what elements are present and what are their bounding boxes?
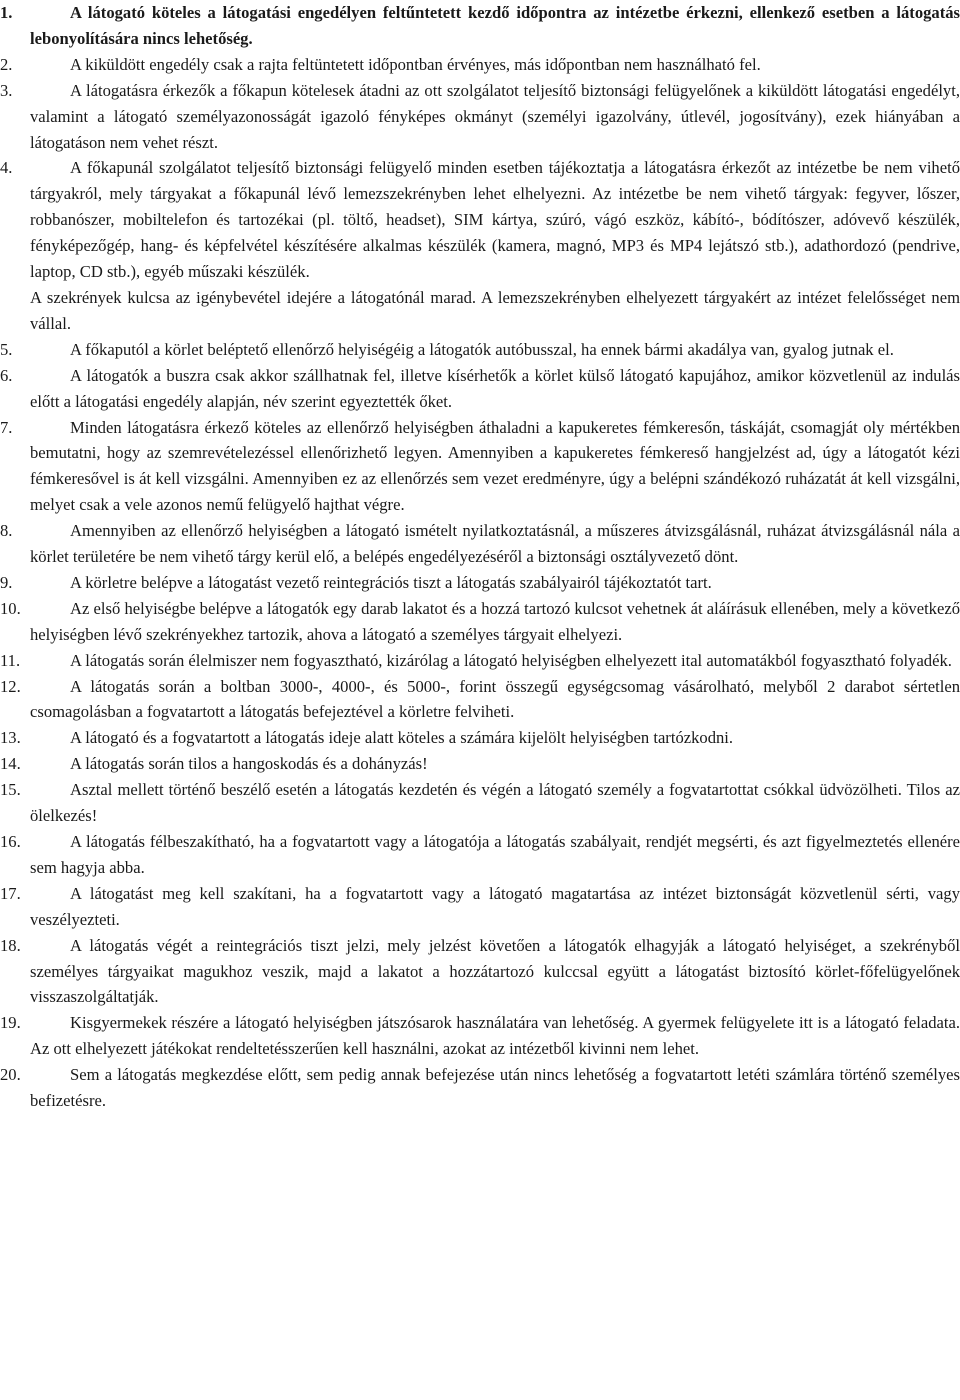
rule-item [0, 415, 960, 519]
rule-number: 17. [0, 883, 21, 903]
rule-item [0, 725, 960, 751]
rule-item [0, 52, 960, 78]
rule-text: A látogatásra érkezők a főkapun kötelesek átadni az ott szolgálatot teljesítő biztonsági felügyelőnek a kiküldött látogatási engedélyt, valamint a látogató személyazonosságát igazoló fényképes okmányt (személyi igazolvány, útlevél, jogosítvány), ezek hiányában a látogatáson nem vehet részt. [30, 80, 960, 152]
rule-number: 14. [0, 754, 21, 774]
rule-text: Sem a látogatás megkezdése előtt, sem pedig annak befejezése után nincs lehetőség a fogvatartott letéti számlára történő személyes befizetésre. [30, 1065, 960, 1111]
rule-number: 18. [0, 935, 21, 955]
rule-number: 4. [0, 158, 13, 178]
rule-text: A látogatás során tilos a hangoskodás és a dohányzás! [70, 754, 428, 774]
rule-item [0, 337, 960, 363]
rule-item [0, 78, 960, 156]
rule-text: Asztal mellett történő beszélő esetén a látogatás kezdetén és végén a látogató személy a fogvatartottat csókkal üdvözölheti. Tilos az ölelkezés! [30, 780, 960, 826]
rule-item [0, 363, 960, 415]
rule-item [0, 570, 960, 596]
rule-item [0, 881, 960, 933]
rule-text: Kisgyermekek részére a látogató helyiségben játszósarok használatára van lehetőség. A gyermek felügyelete itt is a látogató feladata. Az ott elhelyezett játékokat rendeltetésszerűen kell használni, azokat az intézetből kivinni nem lehet. [30, 1013, 960, 1059]
rule-text: A látogatás végét a reintegrációs tiszt jelzi, mely jelzést követően a látogatók elhagyják a látogató helyiséget, a szekrényből személyes tárgyaikat magukhoz veszik, majd a lakatot a hozzátartozó kulccsal együtt a látogatást biztosító körlet-főfelügyelőnek visszaszolgáltatják. [30, 935, 960, 1007]
rule-item [0, 596, 960, 648]
rule-text: A látogatás félbeszakítható, ha a fogvatartott vagy a látogatója a látogatás szabályait, rendjét megsérti, és azt figyelmeztetés ellenére sem hagyja abba. [30, 832, 960, 877]
rule-number: 9. [0, 572, 13, 592]
rule-item [0, 518, 960, 570]
rule-number: 15. [0, 780, 21, 800]
rule-number: 16. [0, 832, 21, 851]
rule-number: 13. [0, 728, 21, 748]
rule-text: A látogatók a buszra csak akkor szállhatnak fel, illetve kísérhetők a körlet külső látogató kapujához, amikor közvetlenül az indulás előtt a látogatási engedély alapján, név szerint egyeztették őket. [30, 365, 960, 411]
rule-text: Amennyiben az ellenőrző helyiségben a látogató ismételt nyilatkoztatásnál, a műszeres átvizsgálásnál, ruházat átvizsgálásnál nála a körlet területére be nem vihető tárgy kerül elő, a belépés engedélyezéséről a biztonsági osztályvezető dönt. [30, 521, 960, 567]
rule-number: 1. [0, 3, 13, 22]
rule-item [0, 155, 960, 285]
rule-number: 3. [0, 80, 13, 100]
rule-number: 6. [0, 365, 13, 385]
rule-number: 2. [0, 54, 13, 74]
rule-item [0, 674, 960, 726]
rule-item [0, 1010, 960, 1062]
rule-number: 8. [0, 521, 13, 541]
rule-text: A látogatás során élelmiszer nem fogyasztható, kizárólag a látogató helyiségben elhelyezett ital automatákból fogyasztható folyadék. [70, 650, 952, 670]
rule-text: A körletre belépve a látogatást vezető reintegrációs tiszt a látogatás szabályairól tájékoztatót tart. [70, 572, 712, 592]
rule-item [0, 829, 960, 881]
rule-text: Minden látogatásra érkező köteles az ellenőrző helyiségben áthaladni a kapukeretes fémkeresőn, táskáját, csomagját oly mértékben bemutatni, hogy az szemrevételezéssel ellenőrizhető legyen. Amennyiben a kapukeretes fémkereső hangjelzést ad, úgy a látogatót kézi fémkeresővel is át kell vizsgálni. Amennyiben ez az ellenőrzés sem vezet eredményre, úgy a belépni szándékozó ruházatát át kell vizsgálni, melyet csak a vele azonos nemű felügyelő hajthat végre. [30, 417, 960, 515]
rule-item [0, 0, 960, 52]
rule-item [0, 1062, 960, 1114]
rule-text: A látogatást meg kell szakítani, ha a fogvatartott vagy a látogató magatartása az intézet biztonságát közvetlenül sérti, vagy veszélyezteti. [30, 883, 960, 929]
rule-text: A látogató és a fogvatartott a látogatás ideje alatt köteles a számára kijelölt helyiségben tartózkodni. [70, 728, 734, 748]
rule-item [0, 933, 960, 1011]
rule-number: 10. [0, 598, 21, 618]
rule-item [0, 648, 960, 674]
rule-text: A főkaputól a körlet beléptető ellenőrző helyiségéig a látogatók autóbusszal, ha ennek bármi akadálya van, gyalog jutnak el. [70, 339, 894, 359]
rule-number: 5. [0, 339, 13, 359]
rule-number: 11. [0, 650, 21, 670]
rule-item [0, 777, 960, 829]
rule-text: A látogatás során a boltban 3000-, 4000-, és 5000-, forint összegű egységcsomag vásárolható, melyből 2 darabot sértetlen csomagolásban a fogvatartott a látogatás befejeztével a körletre felviheti. [30, 676, 960, 722]
rule-text: A látogató köteles a látogatási engedélyen feltűntetett kezdő időpontra az intézetbe érkezni, ellenkező esetben a látogatás lebonyolítására nincs lehetőség. [30, 3, 960, 48]
rule-item-continuation: A szekrények kulcsa az igénybevétel idejére a látogatónál marad. A lemezszekrényben elhelyezett tárgyakért az intézet felelősséget nem vállal. [30, 287, 960, 333]
rule-number: 19. [0, 1013, 21, 1033]
rule-number: 20. [0, 1065, 21, 1085]
rule-number: 12. [0, 676, 21, 696]
rule-text: A főkapunál szolgálatot teljesítő biztonsági felügyelő minden esetben tájékoztatja a látogatásra érkezőt az intézetbe be nem vihető tárgyakról, mely tárgyakat a főkapunál lévő lemezszekrényben lehet elhelyezni. Az intézetbe be nem vihető tárgyak: fegyver, lőszer, robbanószer, mobiltelefon és tartozékai (pl. töltő, headset), SIM kártya, szúró, vágó eszköz, kábító-, bódítószer, adóvevő készülék, fényképezőgép, hang- és képfelvétel készítésére alkalmas készülék (kamera, magnó, MP3 és MP4 lejátszó stb.), adathordozó (pendrive, laptop, CD stb.), egyéb műszaki készülék. [30, 158, 960, 282]
rule-text: Az első helyiségbe belépve a látogatók egy darab lakatot és a hozzá tartozó kulcsot vehetnek át aláírásuk ellenében, mely a következő helyiségben lévő szekrényekhez tartozik, ahova a látogató a személyes tárgyait elhelyezi. [30, 598, 960, 644]
rule-text: A kiküldött engedély csak a rajta feltüntetett időpontban érvényes, más időpontban nem használható fel. [70, 54, 761, 74]
rule-number: 7. [0, 417, 13, 437]
rule-item [0, 751, 960, 777]
